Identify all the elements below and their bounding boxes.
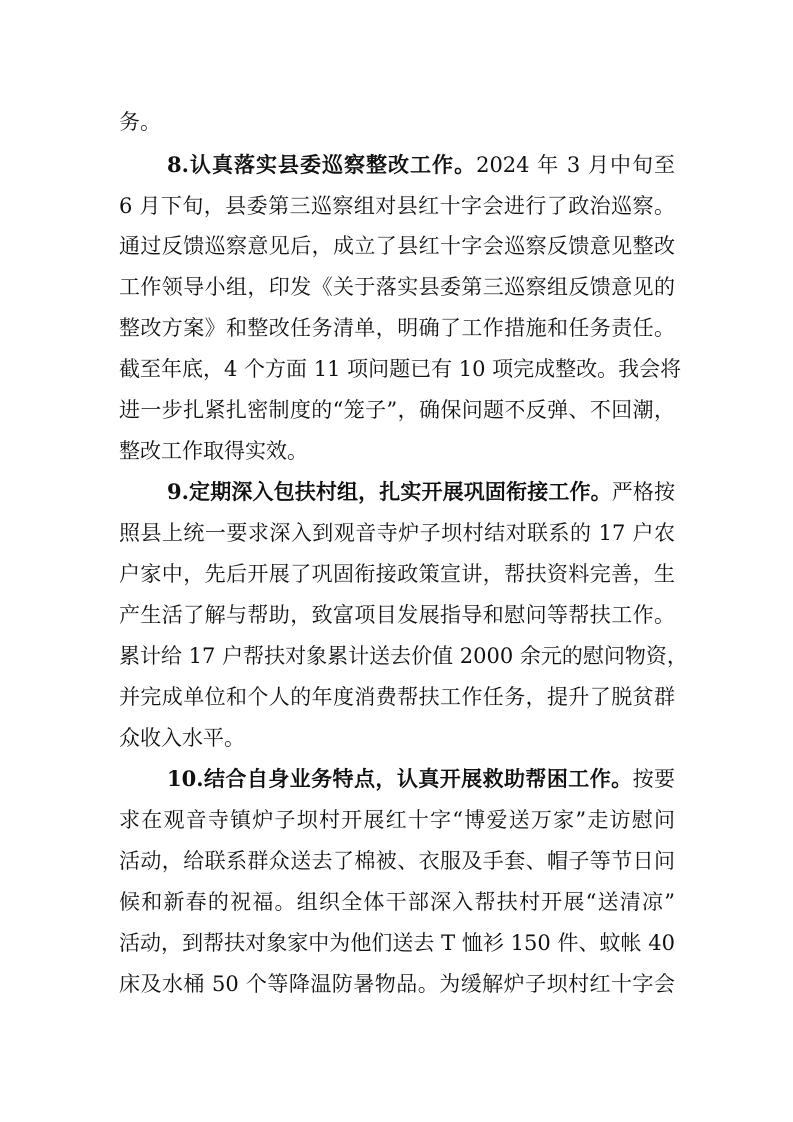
text-line: 整改方案》和整改任务清单，明确了工作措施和任务责任。: [119, 316, 675, 340]
text-line: 工作领导小组，印发《关于落实县委第三巡察组反馈意见的: [119, 275, 675, 299]
text-line: 候和新春的祝福。组织全体干部深入帮扶村开展“送清凉”: [119, 890, 675, 914]
paragraph-9-heading: 9.定期深入包扶村组，扎实开展巩固衔接工作。: [167, 479, 612, 504]
paragraph-9-line-6: [119, 683, 675, 711]
text-line: 进一步扎紧扎密制度的“笼子”，确保问题不反弹、不回潮，: [119, 398, 675, 422]
text-line: 并完成单位和个人的年度消费帮扶工作任务，提升了脱贫群: [119, 685, 675, 709]
text-line: 活动，给联系群众送去了棉被、衣服及手套、帽子等节日问: [119, 849, 675, 873]
text-line: 截至年底，4 个方面 11 项问题已有 10 项完成整改。我会将: [119, 357, 682, 381]
text-line: 照县上统一要求深入到观音寺炉子坝村结对联系的 17 户农: [119, 521, 675, 545]
text-line: 6 月下旬，县委第三巡察组对县红十字会进行了政治巡察。: [119, 194, 675, 218]
paragraph-10-line-1: [167, 765, 675, 793]
paragraph-10-line-5: [119, 929, 675, 957]
text-line: 整改工作取得实效。: [119, 439, 308, 463]
paragraph-10-line-3: [119, 847, 675, 875]
paragraph-10-line-6: [119, 970, 675, 998]
paragraph-8-line-6: [119, 355, 682, 383]
paragraph-9-line-3: [119, 560, 675, 588]
paragraph-9-line-1: [167, 478, 675, 506]
text-line: 众收入水平。: [119, 726, 245, 750]
paragraph-8-line-8: [119, 437, 675, 465]
paragraph-9-line-2: [119, 519, 675, 547]
paragraph-continuation: [119, 108, 675, 136]
text-line: 户家中，先后开展了巩固衔接政策宣讲，帮扶资料完善，生: [119, 562, 675, 586]
paragraph-9-line-5: [119, 642, 688, 670]
text-line: 按要: [632, 767, 675, 791]
text-line: 求在观音寺镇炉子坝村开展红十字“博爱送万家”走访慰问: [119, 808, 675, 832]
paragraph-8-line-3: [119, 232, 675, 260]
text-line: 严格按: [611, 480, 676, 504]
text-line: 累计给 17 户帮扶对象累计送去价值 2000 余元的慰问物资，: [119, 644, 688, 668]
paragraph-10-line-4: [119, 888, 675, 916]
paragraph-10-line-2: [119, 806, 675, 834]
paragraph-8-line-2: [119, 192, 675, 220]
text-line: 通过反馈巡察意见后，成立了县红十字会巡察反馈意见整改: [119, 234, 675, 258]
text-line: 务。: [119, 110, 161, 134]
text-line: 床及水桶 50 个等降温防暑物品。为缓解炉子坝村红十字会: [119, 972, 675, 996]
text-line: 产生活了解与帮助，致富项目发展指导和慰问等帮扶工作。: [119, 603, 675, 627]
paragraph-8-line-7: [119, 396, 675, 424]
text-line: 活动，到帮扶对象家中为他们送去 T 恤衫 150 件、蚊帐 40: [119, 931, 675, 955]
paragraph-8-line-5: [119, 314, 675, 342]
paragraph-8-line-4: [119, 273, 675, 301]
paragraph-8-line-1: [167, 151, 675, 179]
paragraph-9-line-4: [119, 601, 675, 629]
paragraph-8-heading: 8.认真落实县委巡察整改工作。: [167, 152, 477, 177]
paragraph-10-heading: 10.结合自身业务特点，认真开展救助帮困工作。: [167, 766, 633, 791]
text-line: 2024 年 3 月中旬至: [476, 153, 675, 177]
paragraph-9-line-7: [119, 724, 675, 752]
